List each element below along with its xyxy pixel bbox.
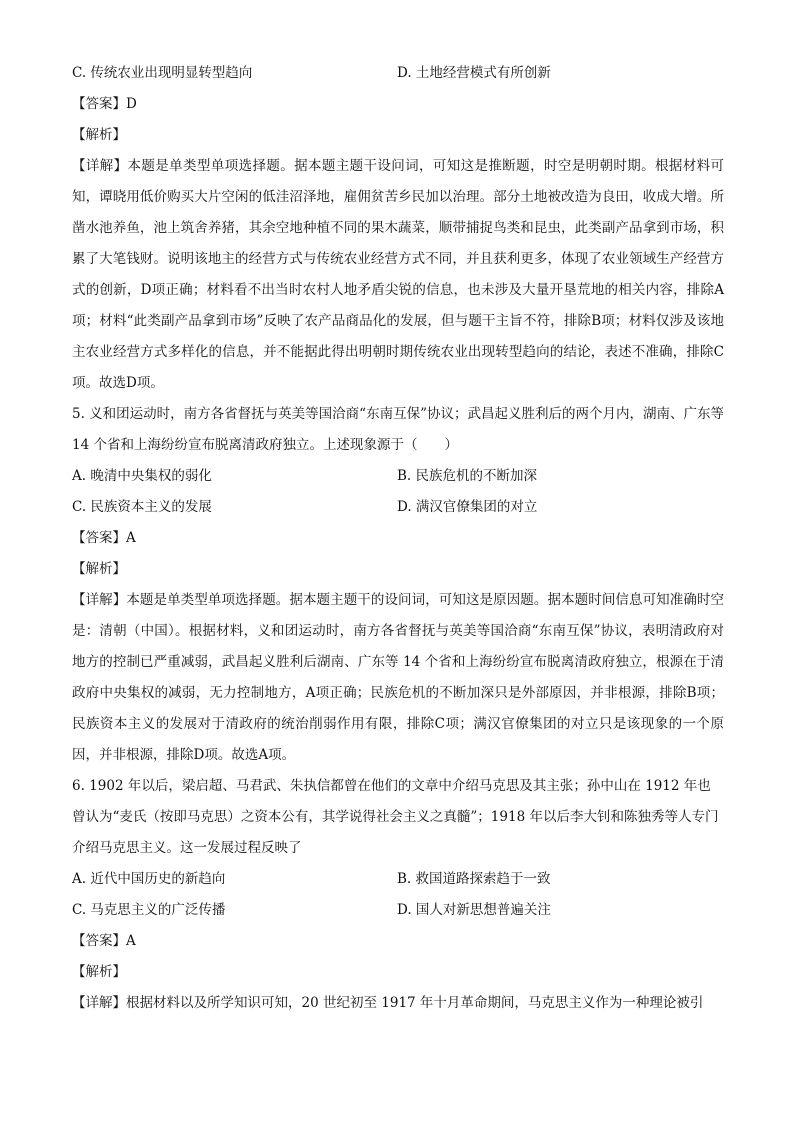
q4-answer (72, 89, 724, 120)
detail-label: 【详解】 (72, 995, 126, 1011)
q6-option-d: D. 国人对新思想普遍关注 (397, 902, 551, 918)
q5-option-c: C. 民族资本主义的发展 (72, 499, 212, 515)
q6-analysis-label: 【解析】 (72, 964, 126, 980)
q4-option-c: C. 传统农业出现明显转型趋向 (72, 65, 253, 81)
answer-value: A (126, 933, 136, 949)
q5-answer (72, 523, 724, 554)
q5-detail (72, 585, 724, 771)
q4-option-d: D. 土地经营模式有所创新 (397, 65, 551, 81)
detail-text: 本题是单类型单项选择题。据本题主题干的设问词，可知这是原因题。据本题时间信息可知准确时空是：清朝（中国）。根据材料，义和团运动时，南方各省督抚与英美等国洽商“东南互保”协议，表明清政府对地方的控制已严重减弱，武昌起义胜利后湖南、广东等 14 个省和上海纷纷宣布脱离清政府独立，根源在于清政府中央集权的减弱，无力控制地方，A项正确；民族危机的不断加深只是外部原因，并非根源，排除B项；民族资本主义的发展对于清政府的统治削弱作用有限，排除C项；满汉官僚集团的对立只是该现象的一个原因，并非根源，排除D项。故选A项。 (72, 592, 725, 763)
detail-text: 根据材料以及所学知识可知，20 世纪初至 1917 年十月革命期间，马克思主义作为一种理论被引 (126, 995, 704, 1011)
q5-analysis-label: 【解析】 (72, 561, 126, 577)
q6-detail (72, 988, 724, 1019)
detail-label: 【详解】 (72, 592, 127, 608)
q6-options-row-2 (72, 895, 724, 926)
answer-label: 【答案】 (72, 530, 126, 546)
q5-options-row-2 (72, 492, 724, 523)
detail-label: 【详解】 (72, 158, 128, 174)
q6-option-b: B. 救国道路探索趋于一致 (397, 871, 551, 887)
q4-analysis-label: 【解析】 (72, 127, 126, 143)
q6-stem: 6. 1902 年以后，梁启超、马君武、朱执信都曾在他们的文章中介绍马克思及其主张；孙中山在 1912 年也曾认为“麦氏（按即马克思）之资本公有，其学说得社会主义之真髓”；1918 年以后李大钊和陈独秀等人专门介绍马克思主义。这一发展过程反映了 (72, 778, 719, 856)
document-page (72, 58, 724, 1019)
q5-option-d: D. 满汉官僚集团的对立 (397, 499, 538, 515)
q5-options-row-1 (72, 461, 724, 492)
q5-stem: 5. 义和团运动时，南方各省督抚与英美等国洽商“东南互保”协议；武昌起义胜利后的两个月内，湖南、广东等 14 个省和上海纷纷宣布脱离清政府独立。上述现象源于（ ） (72, 406, 724, 453)
q4-detail (72, 151, 724, 399)
q6-option-a: A. 近代中国历史的新趋向 (72, 871, 226, 887)
q6-answer (72, 926, 724, 957)
q4-options-row-2 (72, 58, 724, 89)
answer-value: A (126, 530, 136, 546)
answer-value: D (126, 96, 137, 112)
q6-option-c: C. 马克思主义的广泛传播 (72, 902, 226, 918)
q6-options-row-1 (72, 864, 724, 895)
answer-label: 【答案】 (72, 96, 126, 112)
q5-option-a: A. 晚清中央集权的弱化 (72, 468, 212, 484)
detail-text: 本题是单类型单项选择题。据本题主题干设问词，可知这是推断题，时空是明朝时期。根据材料可知，谭晓用低价购买大片空闲的低洼沼泽地，雇佣贫苦乡民加以治理。部分土地被改造为良田，收成大增。所凿水池养鱼，池上筑舍养猪，其余空地种植不同的果木蔬菜，顺带捕捉鸟类和昆虫，此类副产品拿到市场，积累了大笔钱财。说明该地主的经营方式与传统农业经营方式不同，并且获利更多，体现了农业领域生产经营方式的创新，D项正确；材料看不出当时农村人地矛盾尖锐的信息，也未涉及大量开垦荒地的相关内容，排除A项；材料“此类副产品拿到市场”反映了农产品商品化的发展，但与题干主旨不符，排除B项；材料仅涉及该地主农业经营方式多样化的信息，并不能据此得出明朝时期传统农业出现转型趋向的结论，表述不准确，排除C项。故选D项。 (72, 158, 725, 391)
q5-option-b: B. 民族危机的不断加深 (397, 468, 538, 484)
answer-label: 【答案】 (72, 933, 126, 949)
